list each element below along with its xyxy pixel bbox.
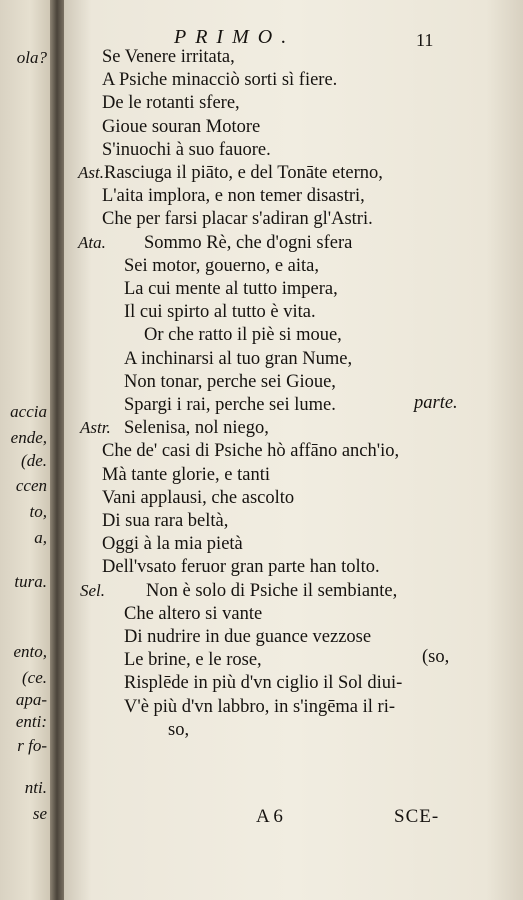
verse-line: Selenisa, nol niego, [124, 418, 269, 438]
speaker-label: Sel. [80, 581, 106, 600]
margin-fragment: (de. [21, 451, 47, 470]
margin-fragment: nti. [24, 778, 47, 797]
verse-line: De le rotanti sfere, [102, 93, 240, 113]
verse-line: so, [168, 720, 190, 740]
verse-line: Gioue souran Motore [102, 117, 261, 137]
verse-line: Non tonar, perche sei Gioue, [124, 372, 336, 392]
verse-line: Se Venere irritata, [102, 47, 235, 67]
verse-line: Sommo Rè, che d'ogni sfera [144, 233, 353, 253]
margin-fragment: ola? [16, 48, 47, 67]
margin-fragment: to, [29, 502, 47, 521]
verse-line: Dell'vsato feruor gran parte han tolto. [102, 557, 380, 577]
book-page [64, 0, 523, 900]
margin-fragment: se [32, 804, 47, 823]
verse-line: Risplēde in più d'vn ciglio il Sol diui- [124, 673, 403, 693]
page-number: 11 [416, 30, 434, 50]
verse-line: A inchinarsi al tuo gran Nume, [124, 349, 353, 369]
verse-line: L'aita implora, e non temer disastri, [102, 186, 365, 206]
margin-fragment: apa- [15, 690, 47, 709]
verse-line: A Psiche minacciò sorti sì fiere. [102, 70, 338, 90]
running-title: PRIMO. [174, 26, 296, 48]
verse-line: Spargi i rai, perche sei lume. [124, 395, 336, 415]
speaker-label: Ata. [78, 233, 106, 252]
margin-fragment: tura. [14, 572, 47, 591]
verse-line: Le brine, e le rose, [124, 650, 262, 670]
margin-fragment: r fo- [17, 736, 47, 755]
verse-line: La cui mente al tutto impera, [124, 279, 338, 299]
verse-line: Che per farsi placar s'adiran gl'Astri. [102, 209, 373, 229]
verse-line: Che de' casi di Psiche hò affāno anch'io, [102, 441, 400, 461]
verse-line: Sei motor, gouerno, e aita, [124, 256, 319, 276]
verse-line: Il cui spirto al tutto è vita. [124, 302, 316, 322]
verse-line: Vani applausi, che ascolto [102, 488, 295, 508]
verse-line: Di sua rara beltà, [102, 511, 229, 531]
signature-mark: A 6 [256, 806, 283, 827]
verse-line: Rasciuga il piāto, e del Tonāte eterno, [104, 163, 383, 183]
margin-fragment: ende, [10, 428, 47, 447]
verse-line: Mà tante glorie, e tanti [102, 465, 270, 485]
margin-fragment: ccen [15, 476, 47, 495]
book-gutter [50, 0, 64, 900]
turnover-word: (so, [422, 647, 450, 667]
margin-fragment: accia [10, 402, 47, 421]
verse-line: Or che ratto il piè si moue, [144, 325, 342, 345]
catchword: SCE- [394, 806, 440, 827]
margin-fragment: a, [34, 528, 47, 547]
speaker-label: Ast. [78, 163, 104, 182]
verse-line: Oggi à la mia pietà [102, 534, 243, 554]
margin-fragment: enti: [15, 712, 47, 731]
margin-fragment: ento, [13, 642, 47, 661]
verse-line: V'è più d'vn labbro, in s'ingēma il ri- [124, 697, 396, 717]
margin-fragment: (ce. [21, 668, 47, 687]
verse-line: S'inuochi à suo fauore. [102, 140, 271, 160]
stage-direction: parte. [414, 393, 458, 413]
previous-page-edge [0, 0, 50, 900]
verse-line: Di nudrire in due guance vezzose [124, 627, 372, 647]
speaker-label: Astr. [80, 418, 111, 437]
verse-line: Non è solo di Psiche il sembiante, [146, 581, 398, 601]
verse-line: Che altero si vante [124, 604, 263, 624]
